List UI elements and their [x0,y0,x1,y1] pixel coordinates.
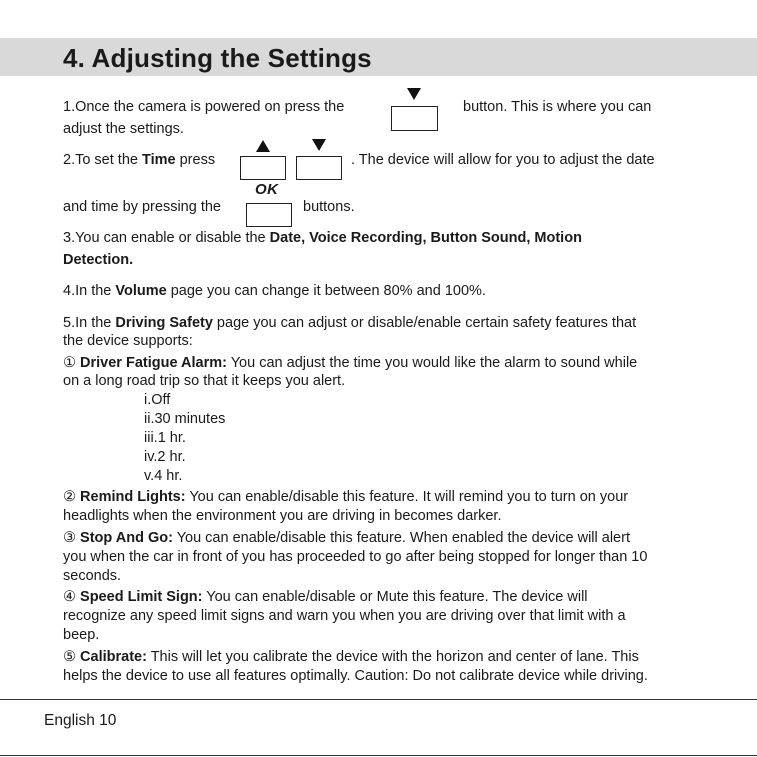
down-key-button [391,106,438,131]
step3-line2 [63,251,133,269]
step2-mid: press [175,152,216,168]
feature5-text: This will let you calibrate the device with the horizon and center of lane. This [146,649,639,665]
step1-before: 1.Once the camera is powered on press the [63,99,345,115]
step4-bold: Volume [115,283,167,299]
feature2-num: ② [63,489,76,505]
step1-line1 [63,98,344,116]
feature3-line3: seconds. [63,568,122,584]
page-title: 4. Adjusting the Settings [63,43,372,73]
up-arrow-icon [256,140,270,152]
step5-line2: the device supports: [63,333,193,349]
step3-bold: Date, Voice Recording, Button Sound, Motion [269,230,582,246]
step5-after: page you can adjust or disable/enable certain safety features that [212,315,637,331]
feature4-num: ④ [63,589,76,605]
option-2-hr: iv.2 hr. [144,449,186,465]
feature4-bold: Speed Limit Sign: [80,589,203,605]
down-arrow-icon-2 [312,139,326,151]
ok-label: OK [255,181,279,198]
down-arrow-icon [407,88,421,100]
step2-line1 [63,151,215,169]
feature2-line2: headlights when the environment you are driving in becomes darker. [63,508,502,524]
step2-prefix: 2.To set the [63,152,142,168]
option-off: i.Off [144,392,171,408]
feature3-bold: Stop And Go: [80,530,173,546]
feature2-text: You can enable/disable this feature. It will remind you to turn on your [185,489,629,505]
feature1-num: ① [63,355,76,371]
feature1-line2: on a long road trip so that it keeps you alert. [63,373,346,389]
feature2-line1 [63,488,628,506]
feature4-line1 [63,588,588,606]
page-footer: English 10 [44,712,117,729]
feature5-line1 [63,648,639,666]
option-4-hr: v.4 hr. [144,468,183,484]
step5-bold: Driving Safety [115,315,213,331]
ok-key-button [246,203,292,227]
feature5-line2: helps the device to use all features optimally. Caution: Do not calibrate device while driving. [63,668,648,684]
footer-rule-bottom [0,755,757,756]
feature4-line3: beep. [63,627,100,643]
option-1-hr: iii.1 hr. [144,430,186,446]
feature3-line1 [63,529,630,547]
feature3-text: You can enable/disable this feature. When enabled the device will alert [172,530,630,546]
step3-bold2: Detection. [63,252,134,268]
feature3-num: ③ [63,530,76,546]
feature5-bold: Calibrate: [80,649,147,665]
feature4-text: You can enable/disable or Mute this feature. The device will [202,589,588,605]
step1-after: button. This is where you can [463,99,652,115]
step5-line1 [63,314,636,332]
step3-line1 [63,229,582,247]
step3-prefix: 3.You can enable or disable the [63,230,270,246]
feature4-line2: recognize any speed limit signs and warn you when you are driving over that limit with a [63,608,626,624]
step2-after: . The device will allow for you to adjust the date [351,152,655,168]
step1-line2: adjust the settings. [63,121,184,137]
feature1-text: You can adjust the time you would like the alarm to sound while [226,355,638,371]
feature5-num: ⑤ [63,649,76,665]
feature3-line2: you when the car in front of you has proceeded to go after being stopped for longer than 10 [63,549,648,565]
feature2-bold: Remind Lights: [80,489,186,505]
step4-after: page you can change it between 80% and 100%. [166,283,486,299]
down-key-button-2 [296,156,342,180]
step2-bold: Time [142,152,176,168]
step4-line [63,282,486,300]
option-30-minutes: ii.30 minutes [144,411,226,427]
footer-rule-top [0,699,757,700]
step4-prefix: 4.In the [63,283,116,299]
up-key-button [240,156,286,180]
feature1-line1 [63,354,637,372]
step5-prefix: 5.In the [63,315,116,331]
feature1-bold: Driver Fatigue Alarm: [80,355,227,371]
step2-line2-after: buttons. [303,199,355,215]
step2-line2-before: and time by pressing the [63,199,221,215]
